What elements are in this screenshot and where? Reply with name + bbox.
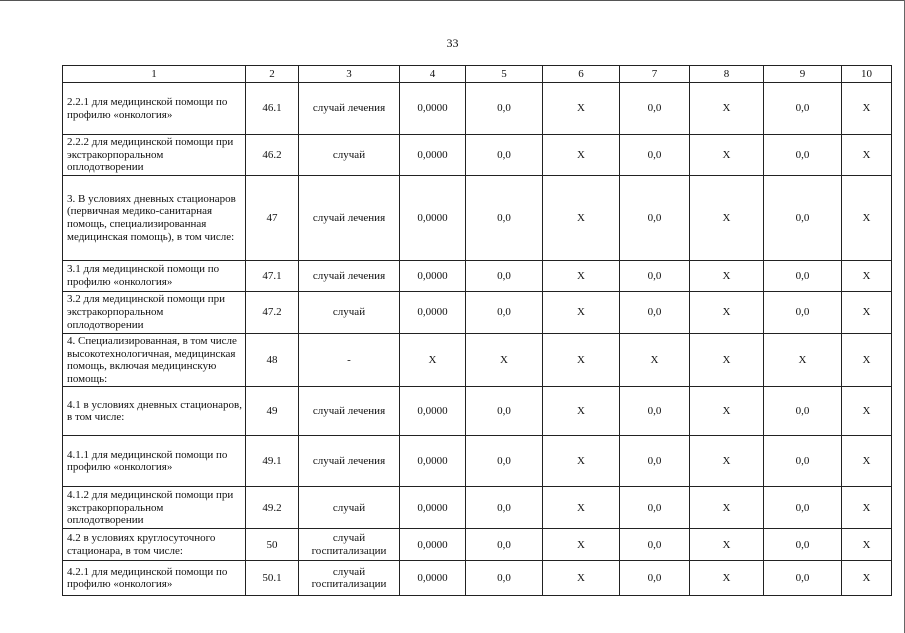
table-cell: 0,0000	[400, 529, 466, 561]
row-name-cell: 4.2 в условиях круглосуточного стационара, в том числе:	[63, 529, 246, 561]
table-cell: 0,0	[466, 175, 543, 260]
row-name-cell: 4.1.2 для медицинской помощи при экстракорпоральном оплодотворении	[63, 487, 246, 529]
table-cell: 0,0	[620, 529, 690, 561]
table-cell: X	[543, 387, 620, 436]
table-cell: 48	[246, 333, 299, 387]
table-row	[63, 260, 892, 291]
table-cell: -	[299, 333, 400, 387]
table-cell: X	[690, 83, 764, 135]
table-cell: 0,0	[620, 135, 690, 176]
table-cell: X	[543, 83, 620, 135]
table-row	[63, 175, 892, 260]
table-cell: X	[764, 333, 842, 387]
table-cell: X	[842, 175, 892, 260]
table-cell: X	[543, 436, 620, 487]
page-number: 33	[446, 36, 459, 50]
column-header: 1	[63, 66, 246, 83]
table-cell: X	[842, 83, 892, 135]
table-cell: 0,0	[466, 487, 543, 529]
table-cell: 0,0000	[400, 291, 466, 333]
table-row	[63, 135, 892, 176]
table-cell: случай госпитализации	[299, 561, 400, 596]
table-cell: 0,0	[620, 487, 690, 529]
table-cell: X	[842, 260, 892, 291]
column-header: 3	[299, 66, 400, 83]
table-cell: 47	[246, 175, 299, 260]
row-name-cell: 3. В условиях дневных стационаров (первичная медико-санитарная помощь, специализированная медицинская помощь), в том числе:	[63, 175, 246, 260]
table-row	[63, 291, 892, 333]
table-cell: 0,0	[764, 387, 842, 436]
table-cell: 0,0	[466, 83, 543, 135]
table-cell: X	[842, 291, 892, 333]
table-cell: X	[543, 333, 620, 387]
table-cell: 0,0000	[400, 561, 466, 596]
column-header: 4	[400, 66, 466, 83]
row-name-cell: 4.1 в условиях дневных стационаров, в том числе:	[63, 387, 246, 436]
table-cell: X	[842, 561, 892, 596]
table-cell: X	[466, 333, 543, 387]
table-cell: X	[842, 135, 892, 176]
table-cell: 0,0000	[400, 83, 466, 135]
table-cell: 0,0000	[400, 135, 466, 176]
table-cell: X	[543, 291, 620, 333]
table-row	[63, 529, 892, 561]
table-cell: X	[842, 487, 892, 529]
table-cell: 0,0	[620, 561, 690, 596]
table-cell: X	[690, 387, 764, 436]
column-header: 8	[690, 66, 764, 83]
table-cell: случай лечения	[299, 387, 400, 436]
table-cell: 47.2	[246, 291, 299, 333]
table-row	[63, 333, 892, 387]
table-cell: 50.1	[246, 561, 299, 596]
table-row	[63, 387, 892, 436]
table-cell: 0,0000	[400, 436, 466, 487]
table-cell: 0,0000	[400, 260, 466, 291]
table-cell: 0,0	[466, 291, 543, 333]
table-cell: 0,0000	[400, 175, 466, 260]
table-cell: 0,0	[620, 291, 690, 333]
column-header: 2	[246, 66, 299, 83]
table-cell: 0,0	[764, 529, 842, 561]
table-cell: X	[690, 561, 764, 596]
table-cell: 0,0	[620, 260, 690, 291]
table-cell: 49.2	[246, 487, 299, 529]
column-header: 7	[620, 66, 690, 83]
row-name-cell: 4. Специализированная, в том числе высокотехнологичная, медицинская помощь, включая медицинскую помощь:	[63, 333, 246, 387]
table-cell: X	[543, 175, 620, 260]
table-row	[63, 561, 892, 596]
table-cell: 0,0	[466, 436, 543, 487]
table-cell: 46.1	[246, 83, 299, 135]
table-cell: X	[543, 135, 620, 176]
table-cell: 0,0	[466, 561, 543, 596]
table-row	[63, 83, 892, 135]
row-name-cell: 3.1 для медицинской помощи по профилю «онкология»	[63, 260, 246, 291]
table-cell: 49.1	[246, 436, 299, 487]
table-cell: X	[690, 436, 764, 487]
table-cell: 47.1	[246, 260, 299, 291]
table-cell: 50	[246, 529, 299, 561]
table-cell: X	[690, 487, 764, 529]
table-cell: 0,0	[466, 260, 543, 291]
table-cell: 0,0	[620, 175, 690, 260]
table-body	[63, 83, 892, 596]
table-cell: случай лечения	[299, 175, 400, 260]
column-header: 5	[466, 66, 543, 83]
table-cell: X	[690, 135, 764, 176]
table-cell: X	[690, 291, 764, 333]
table-cell: X	[842, 333, 892, 387]
table-cell: X	[543, 529, 620, 561]
table-cell: X	[690, 260, 764, 291]
table-cell: X	[543, 260, 620, 291]
scan-top-edge	[0, 0, 905, 1]
table-cell: 0,0000	[400, 387, 466, 436]
table-cell: 0,0	[466, 529, 543, 561]
table-cell: 0,0	[764, 291, 842, 333]
table-cell: случай лечения	[299, 436, 400, 487]
row-name-cell: 2.2.2 для медицинской помощи при экстракорпоральном оплодотворении	[63, 135, 246, 176]
table-cell: 0,0	[620, 83, 690, 135]
row-name-cell: 4.1.1 для медицинской помощи по профилю «онкология»	[63, 436, 246, 487]
table-cell: 0,0000	[400, 487, 466, 529]
table-cell: случай госпитализации	[299, 529, 400, 561]
table-cell: 0,0	[764, 135, 842, 176]
table-cell: 0,0	[466, 135, 543, 176]
table-cell: 0,0	[764, 561, 842, 596]
table-cell: случай лечения	[299, 83, 400, 135]
table-cell: X	[543, 561, 620, 596]
table-cell: 0,0	[764, 83, 842, 135]
column-header: 6	[543, 66, 620, 83]
table-cell: 0,0	[466, 387, 543, 436]
table-cell: X	[620, 333, 690, 387]
row-name-cell: 4.2.1 для медицинской помощи по профилю «онкология»	[63, 561, 246, 596]
table-cell: 46.2	[246, 135, 299, 176]
table-cell: случай лечения	[299, 260, 400, 291]
table-cell: случай	[299, 291, 400, 333]
table-cell: 49	[246, 387, 299, 436]
table-cell: X	[842, 436, 892, 487]
table-cell: 0,0	[764, 175, 842, 260]
table-cell: X	[842, 387, 892, 436]
row-name-cell: 2.2.1 для медицинской помощи по профилю «онкология»	[63, 83, 246, 135]
table-cell: 0,0	[764, 487, 842, 529]
table-cell: случай	[299, 135, 400, 176]
data-table	[62, 65, 892, 596]
column-header: 9	[764, 66, 842, 83]
table-cell: 0,0	[620, 387, 690, 436]
table-row	[63, 436, 892, 487]
table-cell: 0,0	[764, 436, 842, 487]
table-cell: X	[690, 529, 764, 561]
row-name-cell: 3.2 для медицинской помощи при экстракорпоральном оплодотворении	[63, 291, 246, 333]
table-cell: X	[690, 175, 764, 260]
table-cell: X	[400, 333, 466, 387]
table-row	[63, 487, 892, 529]
table-cell: 0,0	[764, 260, 842, 291]
column-header: 10	[842, 66, 892, 83]
table-cell: X	[842, 529, 892, 561]
table-cell: X	[690, 333, 764, 387]
table-cell: X	[543, 487, 620, 529]
header-row	[63, 66, 892, 83]
table-cell: 0,0	[620, 436, 690, 487]
table-cell: случай	[299, 487, 400, 529]
